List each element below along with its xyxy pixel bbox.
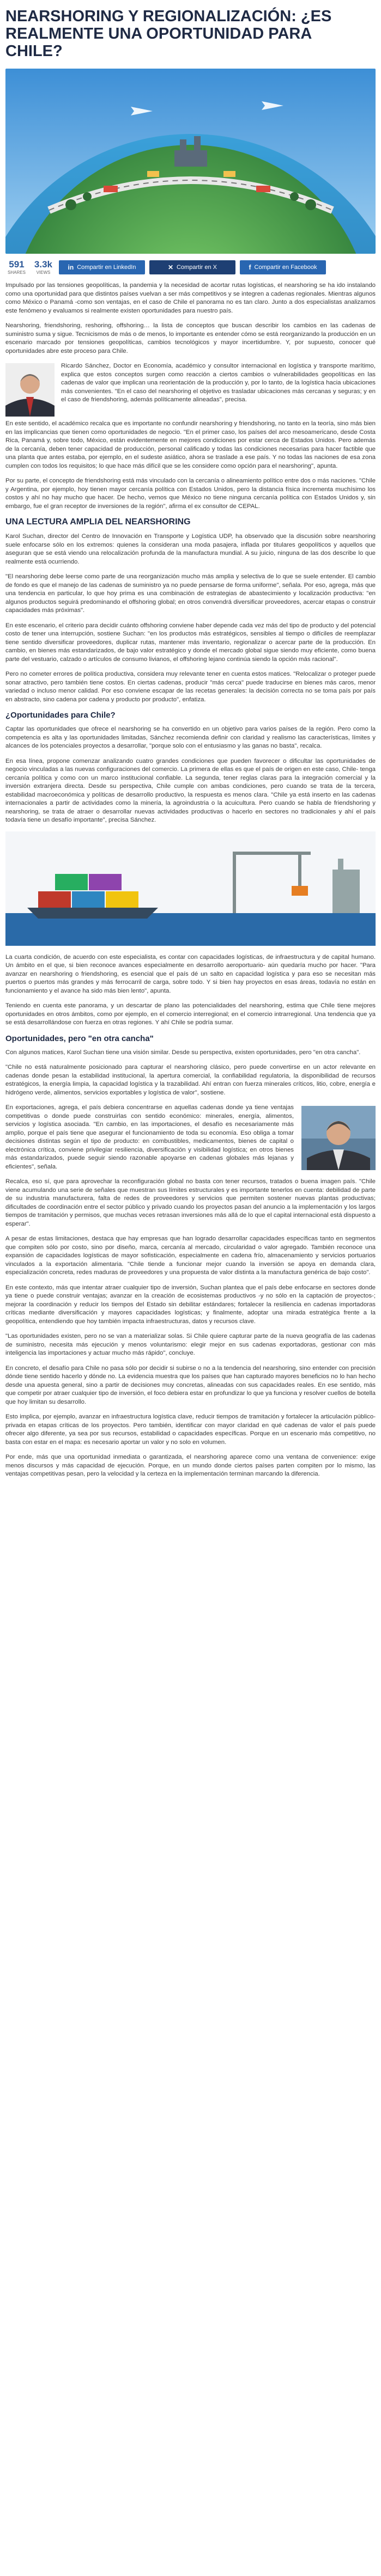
paragraph: Esto implica, por ejemplo, avanzar en infraestructura logística clave, reducir tiempos de tramitación y fortalecer la articulación público-privada en etapas críticas de los proyectos. Pero también, identificar con mayor claridad en qué cadenas de valor el país puede ofrecer algo diferente, ya sea por sus recursos, estabilidad o capacidades específicas. Porque en un escenario más competitivo, no basta con estar en el mapa: es necesario aportar un valor y no solo en volumen.: [5, 1414, 376, 1446]
shares-count: 591: [9, 259, 25, 270]
paragraph: Por su parte, el concepto de friendshoring está más vinculado con la cercanía o alineamiento político entre dos o más naciones. "Chile y Argentina, por ejemplo, hoy tienen mayor cercanía política con Estados Unidos, pero la distancia física incrementa muchísimo los costos y ahí no hay mucho que hacer. De hecho, vemos que México no tiene ninguna cercanía política con Estados Unidos y, sin embargo, fue el gran receptor de inversiones de la región", afirma el ex consultor de CEPAL.: [5, 478, 376, 510]
section-heading: ¿Oportunidades para Chile?: [5, 711, 116, 720]
share-facebook-label: Compartir en Facebook: [254, 264, 317, 271]
paragraph: Ricardo Sánchez, Doctor en Economía, académico y consultor internacional en logística y transporte marítimo, explica que estos conceptos surgen como reacción a ciertos cambios o vulnerabilidades geopolíticas en las cadenas de valor que implican una reorientación de la producción y, por lo tanto, de la logística hacia ubicaciones más convenientes. "En el caso del nearshoring el objetivo es trasladar ubicaciones más cercanas y seguras; y en el caso de friendshoring, además políticamente alineadas", precisa.: [61, 363, 376, 403]
paragraph: Nearshoring, friendshoring, reshoring, offshoring… la lista de conceptos que buscan describir los cambios en las cadenas de suministro suma y sigue. Tecnicismos de más o de menos, lo importante es entender cómo se está reorganizando la producción en un escenario marcado por tensiones geopolíticas, cambios tecnológicos y mayor incertidumbre. Y, por supuesto, conocer qué oportunidades abre este proceso para Chile.: [5, 322, 376, 354]
paragraph: En este escenario, el criterio para decidir cuánto offshoring conviene haber depende cada vez más del tipo de producto y del potencial costo de tener una interrupción, sostiene Suchan: "en los productos más estratégicos, sensibles al tiempo o difíciles de reemplazar tiene sentido diversificar proveedores, duplicar rutas, mantener más inventario, regionalizar o acercar parte de la producción. En cambio, en bienes más estandarizados, de bajo valor estratégico y donde el mercado global sigue siendo muy eficiente, como buena parte del vestuario, calzado o artículos de consumo livianos, el offshoring lejano continúa siendo la opción más racional".: [5, 622, 376, 663]
share-bar: [5, 259, 376, 275]
paragraph: En exportaciones, agrega, el país debiera concentrarse en aquellas cadenas donde ya tiene ventajas competitivas o donde puede construirlas con sentido económico: minerales, energía, alimentos, servicios y logística asociada. "En cambio, en las importaciones, el desafío es necesariamente más amplio, porque el país tiene que asegurar el funcionamiento de toda su economía. Eso obliga a tomar decisiones distintas según el tipo de producto: en combustibles, medicamentos, bienes de capital o electrónica crítica, conviene privilegiar resiliencia, diversificación y visibilidad logística; en otros bienes más estandarizados, puede seguir siendo razonable apoyarse en cadenas globales más lejanas y eficientes", señala.: [5, 1104, 294, 1170]
shares-label: SHARES: [8, 270, 26, 275]
logistics-illustration: [5, 831, 376, 946]
share-facebook-button[interactable]: [240, 260, 326, 274]
facebook-icon: f: [249, 263, 251, 271]
paragraph: En este contexto, más que intentar atraer cualquier tipo de inversión, Suchan plantea que el país debe enfocarse en sectores donde ya tiene o puede construir ventajas; avanzar en la creación de ecosistemas productivos -y no sólo en la captación de proyectos-; mejorar la coordinación y reducir los tiempos del Estado sin debilitar estándares; fortalecer la resiliencia en cadenas importadoras críticas mediante diversificación y mayores capacidades logísticas; y finalmente, adoptar una mirada estratégica frente a la geopolítica, entendiendo que hoy también impacta infraestructuras, datos y recursos clave.: [5, 1284, 376, 1325]
paragraph: La cuarta condición, de acuerdo con este especialista, es contar con capacidades logísticas, de infraestructura y de capital humano. Un ámbito en el que, si bien reconoce avances especialmente en desarrollo aeroportuario- aún quedaría mucho por hacer. "Para avanzar en nearshoring o friendshoring, es esencial que el país dé un salto en capacidad logística y para eso se necesitan más puertos o puertos más grandes y más ferrocarril de carga, sobre todo. Y si bien hay proyectos en esas áreas, todavía no están en funcionamiento y el avance ha sido más bien lento", apunta.: [5, 953, 376, 994]
shares-stat: [5, 259, 28, 275]
paragraph: Por ende, más que una oportunidad inmediata o garantizada, el nearshoring aparece como una ventana de convenience: exige menos discursos y más capacidad de ejecución. Porque, en un mundo donde ciertos países parten compiten por lo mismo, las ventajas competitivas pesan, pero la velocidad y la certeza en la implementación terminan marcando la diferencia.: [5, 1454, 376, 1477]
karol-suchan-photo: [301, 1106, 376, 1170]
paragraph: Recalca, eso sí, que para aprovechar la reconfiguración global no basta con tener recursos, tratados o buena imagen país. "Chile viene acumulando una serie de señales que muestran sus límites estructurales y es importante tenerlos en cuenta: debilidad de parte de su industria manufacturera, falta de redes de proveedores y servicios que permiten sostener nuevas plantas productivas; dificultades de coordinación entre el sector público y privado cuando los proyectos pasan del anuncio a la implementación y los largos tiempos de tramitación y permisos, que muchas veces retrasan inversiones más allá de lo que el capital internacional está dispuesto a esperar".: [5, 1178, 376, 1227]
paragraph: Captar las oportunidades que ofrece el nearshoring se ha convertido en un objetivo para varios países de la región. Pero como la competencia es alta y las oportunidades limitadas, Sánchez recomienda definir con claridad y realismo las características, límites y alcances de los potenciales proyectos a desarrollar, "porque solo con el entusiasmo y las ganas no basta", recalca.: [5, 726, 376, 749]
paragraph: Con algunos matices, Karol Suchan tiene una visión similar. Desde su perspectiva, existen oportunidades, pero "en otra cancha".: [5, 1049, 361, 1056]
paragraph: Teniendo en cuenta este panorama, y un descartar de plano las potencialidades del nearshoring, estima que Chile tiene mejores oportunidades en otros ámbitos, como por ejemplo, en el comercio interregional; en el comercio intrarregional. Una tendencia que ya se está desarrollándose con fuerza en otras regiones. Y ahí Chile se podría sumar.: [5, 1002, 376, 1026]
paragraph: Pero no cometer errores de política productiva, considera muy relevante tener en cuenta estos matices. "Relocalizar o proteger puede sonar atractivo, pero también tiene costos. En ciertas cadenas, producir "más cerca" puede traducirse en bienes más caros, menor variedad o incluso menor calidad. Por eso conviene escapar de las recetas generales: la decisión correcta no se toma país por país en abstracto, sino cadena por cadena y producto por producto", enfatiza.: [5, 671, 376, 703]
section-heading: Oportunidades, pero "en otra cancha": [5, 1033, 154, 1043]
section-heading: UNA LECTURA AMPLIA DEL NEARSHORING: [5, 517, 191, 527]
paragraph: "El nearshoring debe leerse como parte de una reorganización mucho más amplia y selectiva de lo que se suele entender. El cambio de fondo es que el manejo de las cadenas de suministro ya no puede pensarse de forma uniforme", señala. Por eso, agrega, más que una tendencia en particular, lo que hoy prima es una combinación de estrategias de abastecimiento y localización productiva: "en algunos productos seguirá predominando el offshoring global; en otros convendrá diversificar proveedores, acercar etapas o construir capacidades más próximas".: [5, 573, 376, 614]
x-icon: ✕: [167, 263, 174, 271]
share-linkedin-button[interactable]: [59, 260, 145, 274]
paragraph: "Las oportunidades existen, pero no se van a materializar solas. Si Chile quiere capturar parte de la nueva geografía de las cadenas de suministro, necesita más ejecución y menos voluntarismo: elegir mejor en sus cadenas exportadoras, gestionar con más inteligencia las importaciones y actuar mucho más rápido", concluye.: [5, 1333, 376, 1356]
share-x-label: Compartir en X: [177, 264, 217, 271]
paragraph: En concreto, el desafío para Chile no pasa sólo por decidir si subirse o no a la tendencia del nearshoring, sino entender con precisión dónde tiene sentido hacerlo y dónde no. La evidencia muestra que los países que han capturado mayores beneficios no lo han hecho desde una apuesta general, sino a partir de decisiones muy concretas, alineadas con sus capacidades reales. En ese sentido, más que competir por atraer cualquier tipo de inversión, el foco debiera estar en profundizar lo que ya funciona y resolver cuellos de botella que hoy limitan su desarrollo.: [5, 1365, 376, 1405]
share-x-button[interactable]: [149, 260, 235, 274]
views-count: 3.3k: [34, 259, 52, 270]
paragraph: A pesar de estas limitaciones, destaca que hay empresas que han logrado desarrollar capacidades específicas tanto en segmentos que compiten sólo por costo, sino por diseño, marca, cercanía al mercado, circularidad o valor agregado. También reconoce una expansión de capacidades logísticas de mayor sofisticación, especialmente en cadena frío, almacenamiento y servicios portuarios vinculados a la exportación alimentaria. "Chile tiende a funcionar mejor cuando la inversión se apoya en demanda clara, especialización concreta, redes maduras de proveedores y una propuesta de valor distinta a la manufactura genérica de bajo costo".: [5, 1235, 376, 1276]
ricardo-sanchez-photo: [5, 363, 55, 417]
paragraph: En esa línea, propone comenzar analizando cuatro grandes condiciones que pueden favorecer o dificultar las oportunidades de negocio vinculadas a las nuevas configuraciones del comercio. La primera de ellas es que el país de origen en este caso, Chile- tenga cercanía política y como con un marco institucional confiable. La segunda, tener reglas claras para la integración comercial y la inversión extranjera directa. Desde su perspectiva, Chile cumple con ambas condiciones, pero cuando se trata de la tercera, estabilidad macroeconómica y políticas de desarrollo productivo, la respuesta es menos clara. "Chile ya está inserto en las cadenas internacionales a partir de actividades como la minería, la agroindustria o la acuicultura. Pero cuando se habla de friendshoring y nearshoring, se trata de atraer o desarrollar nuevas actividades productivas o hacerlo en sectores no tradicionales y ahí el país todavía tiene un desafío importante", precisa Sánchez.: [5, 757, 376, 823]
paragraph: En este sentido, el académico recalca que es importante no confundir nearshoring y friendshoring, no tanto en la teoría, sino más bien en las implicancias que tienen como oportunidades de negocio. "En el primer caso, los países del arco mesoamericano, desde Costa Rica, Panamá y, sobre todo, México, están evidentemente en mejores condiciones por estar cerca de Estados Unidos. Pero además de la cercanía, deben tener capacidad de producción, personal calificado y todas las condiciones necesarias para hacer factible que una planta que antes estaba, por ejemplo, en el sudeste asiático, ahora se traslade a ese país. Y no todas las naciones de esa zona cumplen con todos los requisitos; lo que hace más difícil que se les considere como opción para el nearshoring", apunta.: [5, 420, 376, 469]
views-label: VIEWS: [36, 270, 51, 275]
paragraph: Karol Suchan, director del Centro de Innovación en Transporte y Logística UDP, ha observado que la discusión sobre nearshoring suele enfocarse sólo en los extremos: quienes la consideran una moda pasajera, inflada por titulares geopolíticos y aquellos que aseguran que se está viendo una relocalización profunda de la manufactura mundial. A su juicio, ninguna de las dos describe lo que realmente está ocurriendo.: [5, 533, 376, 565]
views-stat: [32, 259, 55, 275]
share-linkedin-label: Compartir en LinkedIn: [77, 264, 136, 271]
linkedin-icon: in: [68, 263, 74, 271]
paragraph: "Chile no está naturalmente posicionado para capturar el nearshoring clásico, pero puede convertirse en un actor relevante en cadenas donde pesan la estabilidad institucional, la apertura comercial, la confiabilidad regulatoria, la disponibilidad de recursos estratégicos, la energía limpia, la capacidad logística y la trazabilidad. Ahí entran con fuerza minerales críticos, litio, cobre, energía e hidrógeno verde, alimentos, servicios exportables y logística de valor", sostiene.: [5, 1064, 376, 1096]
article-title: NEARSHORING Y REGIONALIZACIÓN: ¿ES REALMENTE UNA OPORTUNIDAD PARA CHILE?: [5, 8, 332, 60]
hero-image: [5, 69, 376, 254]
paragraph: Impulsado por las tensiones geopolíticas, la pandemia y la necesidad de acortar rutas logísticas, el nearshoring se ha ido instalando como una oportunidad para que distintos países vuelvan a ser más competitivos y se integren a cadenas regionales. Mientras algunos como México o Panamá -como son ventajas, en el caso de Chile el panorama no es tan claro. Junto a dos especialistas analizamos este fenómeno y evaluamos si realmente existen oportunidades para nuestro país.: [5, 282, 376, 314]
article-body: [5, 282, 376, 1479]
